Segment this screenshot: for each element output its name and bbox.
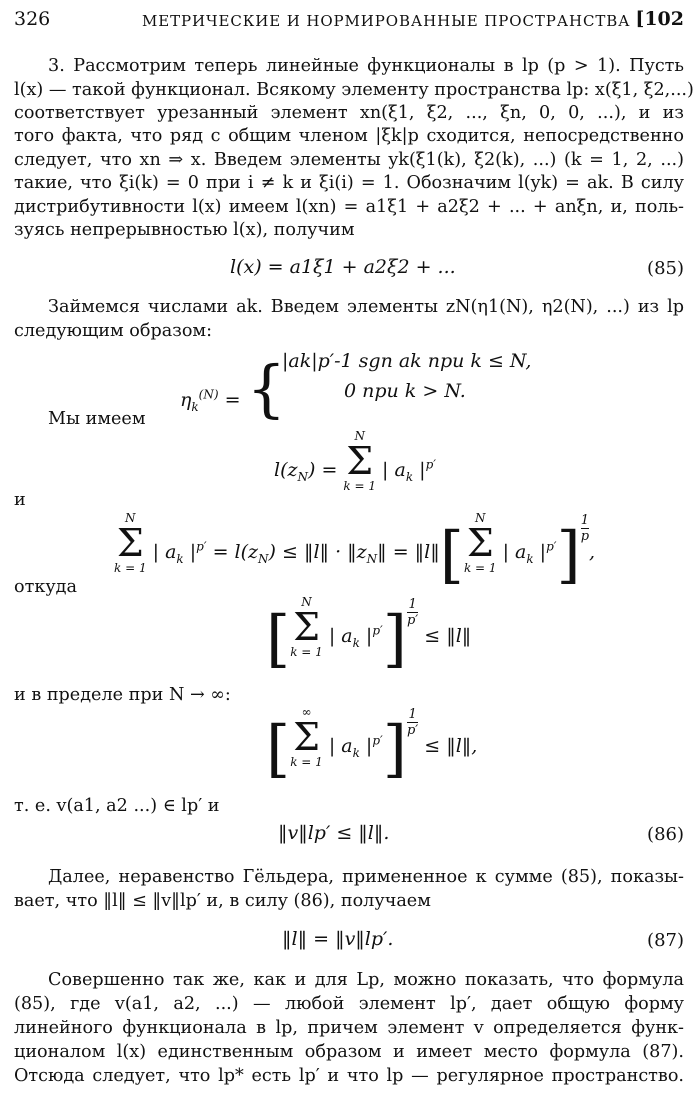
equation-number: (87) (647, 930, 684, 951)
paragraph-line: следующим образом: (14, 321, 213, 341)
page-header (14, 8, 684, 36)
equation-holder-chain: N Σ k = 1 | $a_k$ $|^{p'} = l(z_N)$ ≤ ‖l‖ · $‖z_N‖$ = ‖l‖[ N Σ k = 1 | $a_k$ $|^{p'}]\frac{1}{p}$, (114, 511, 596, 591)
paragraph-line: Отсюда следует, что lp* есть lp′ и что lp — регулярное пространство. (14, 1066, 684, 1086)
equation-87: ‖l‖ = ‖v‖lp′. (282, 928, 394, 950)
equation-number: (86) (647, 824, 684, 845)
paragraph-line: следует, что xn ⇒ x. Введем элементы yk(ξ1(k), ξ2(k), ...) (k = 1, 2, ...) (14, 150, 684, 170)
paragraph-line: l(x) — такой функционал. Всякому элементу пространства lp: x(ξ1, ξ2,...) (14, 80, 694, 100)
left-brace: { (246, 352, 287, 425)
running-title: МЕТРИЧЕСКИЕ И НОРМИРОВАННЫЕ ПРОСТРАНСТВА (142, 12, 631, 30)
paragraph-line: (85), где v(a1, a2, ...) — любой элемент lp′, дает общую форму (14, 994, 684, 1014)
paragraph-line: ционалом l(x) единственным образом и имеет место формула (87). (14, 1042, 684, 1062)
equation-bound-N: [ N Σ k = 1 | $a_k$ $|^{p'}]\frac{1}{p'}$ ≤ ‖l‖ (266, 595, 472, 675)
eta-case-1: |ak|p′-1 sgn ak при k ≤ N, (282, 350, 532, 372)
eta-definition: $\eta_k^{(N)}$ = { (180, 352, 287, 425)
equation-number: (85) (647, 258, 684, 279)
page-number: 326 (14, 8, 51, 30)
paragraph-line: т. е. v(a1, a2 ...) ∈ lp′ и (14, 796, 220, 816)
paragraph-line: откуда (14, 577, 77, 597)
paragraph-line: Займемся числами ak. Введем элементы zN(η1(N), η2(N), ...) из lp (48, 297, 684, 317)
book-page (14, 0, 694, 1100)
paragraph-line: зуясь непрерывностью l(x), получим (14, 220, 355, 240)
paragraph-line: 3. Рассмотрим теперь линейные функционалы в lp (p > 1). Пусть (48, 56, 684, 76)
equation-86: ‖v‖lp′ ≤ ‖l‖. (278, 822, 390, 844)
equation-85: l(x) = a1ξ1 + a2ξ2 + ... (230, 256, 456, 278)
paragraph-line: линейного функционала в lp, причем элемент v определяется функ- (14, 1018, 684, 1038)
paragraph-line: того факта, что ряд с общим членом |ξk|p сходится, непосредственно (14, 126, 684, 146)
equation-bound-infinity: [ ∞ Σ k = 1 | $a_k$ $|^{p'}]\frac{1}{p'}$ ≤ ‖l‖, (266, 705, 478, 785)
eta-case-2: 0 при k > N. (344, 380, 466, 402)
paragraph-line: и в пределе при N → ∞: (14, 685, 231, 705)
paragraph-line: Совершенно так же, как и для Lp, можно показать, что формула (48, 970, 684, 990)
paragraph-line: вает, что ‖l‖ ≤ ‖v‖lp′ и, в силу (86), получаем (14, 891, 431, 911)
paragraph-line: такие, что ξi(k) = 0 при i ≠ k и ξi(i) = 1. Обозначим l(yk) = ak. В силу (14, 173, 684, 193)
paragraph-line: соответствует урезанный элемент xn(ξ1, ξ2, ..., ξn, 0, 0, ...), и из (14, 103, 684, 123)
paragraph-line: и (14, 490, 26, 510)
paragraph-line: дистрибутивности l(x) имеем l(xn) = a1ξ1 + a2ξ2 + ... + anξn, и, поль- (14, 197, 684, 217)
section-number: [102 (635, 8, 684, 30)
paragraph-line: Далее, неравенство Гёльдера, примененное к сумме (85), показы- (48, 867, 684, 887)
paragraph-line: Мы имеем (48, 409, 146, 429)
equation-l-zN: $l(z_N)$ = N Σ k = 1 | $a_k$ $|^{p'}$ (274, 429, 436, 493)
